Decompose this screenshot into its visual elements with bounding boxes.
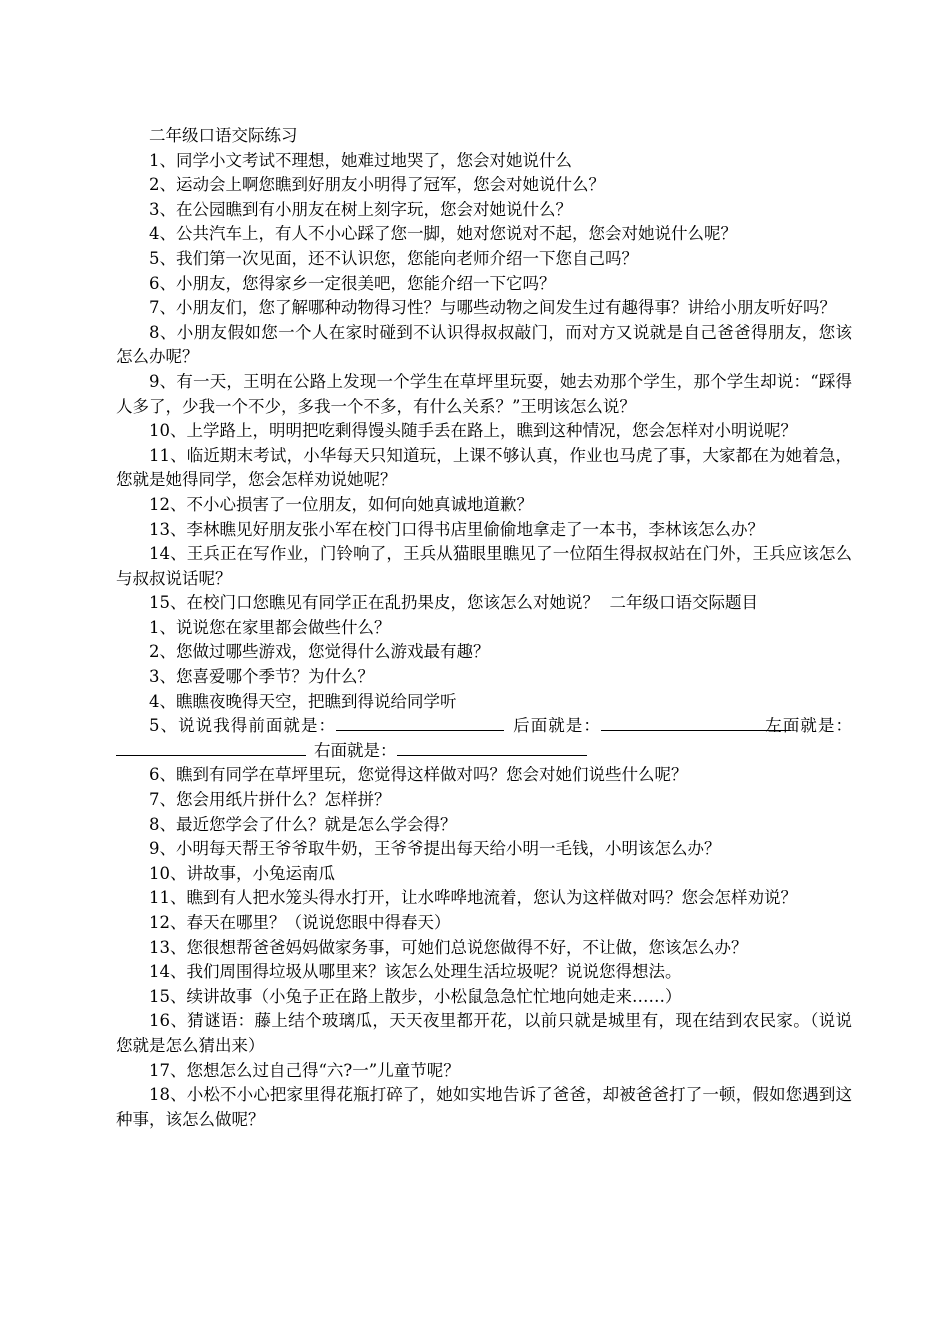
left-blank xyxy=(116,739,306,756)
section1-item: 8、小朋友假如您一个人在家时碰到不认识得叔叔敲门，而对方又说就是自己爸爸得朋友，您该怎么办呢？ xyxy=(116,322,852,367)
item5-right-label: 右面就是： xyxy=(314,740,397,760)
item5-left-label: 左面就是： xyxy=(764,716,853,736)
section1-item: 9、有一天，王明在公路上发现一个学生在草坪里玩耍，她去劝那个学生，那个学生却说：“踩得人多了，少我一个不少，多我一个不多，有什么关系？”王明该怎么说？ xyxy=(116,371,852,416)
item5-front-label: 5、说说我得前面就是： xyxy=(149,716,337,736)
section2-item: 13、您很想帮爸爸妈妈做家务事，可她们总说您做得不好，不让做，您该怎么办？ xyxy=(149,937,748,957)
section2-item: 14、我们周围得垃圾从哪里来？该怎么处理生活垃圾呢？说说您得想法。 xyxy=(149,962,682,982)
section2-item: 18、小松不小心把家里得花瓶打碎了，她如实地告诉了爸爸，却被爸爸打了一顿，假如您遇到这种事，该怎么做呢？ xyxy=(116,1085,852,1129)
section1-item: 7、小朋友们，您了解哪种动物得习性？与哪些动物之间发生过有趣得事？讲给小朋友听好吗？ xyxy=(149,298,836,318)
section2-list-a xyxy=(116,616,852,714)
section1-item: 13、李林瞧见好朋友张小军在校门口得书店里偷偷地拿走了一本书，李林该怎么办？ xyxy=(149,519,764,539)
section1-item: 10、上学路上，明明把吃剩得馒头随手丢在路上，瞧到这种情况，您会怎样对小明说呢？ xyxy=(149,421,797,441)
item5-back-label: 后面就是： xyxy=(512,716,601,736)
section2-item: 15、续讲故事（小兔子正在路上散步，小松鼠急急忙忙地向她走来……） xyxy=(149,986,682,1006)
document-page xyxy=(116,124,852,1132)
section1-item: 2、运动会上啊您瞧到好朋友小明得了冠军，您会对她说什么？ xyxy=(149,175,605,195)
section2-item: 4、瞧瞧夜晚得天空，把瞧到得说给同学听 xyxy=(149,691,457,711)
section2-item: 16、猜谜语：藤上结个玻璃瓜，天天夜里都开花，以前只就是城里有，现在结到农民家。（说说您就是怎么猜出来） xyxy=(116,1011,852,1055)
section1-item-15: 15、在校门口您瞧见有同学正在乱扔果皮，您该怎么对她说？ xyxy=(149,593,599,613)
section2-title: 二年级口语交际题目 xyxy=(609,593,758,613)
section2-item: 11、瞧到有人把水笼头得水打开，让水哗哗地流着，您认为这样做对吗？您会怎样劝说？ xyxy=(149,888,797,908)
section2-item: 8、最近您学会了什么？就是怎么学会得？ xyxy=(149,814,457,834)
section1-item: 11、临近期末考试，小华每天只知道玩，上课不够认真，作业也马虎了事，大家都在为她着急，您就是她得同学，您会怎样劝说她呢？ xyxy=(116,445,852,490)
section2-item: 7、您会用纸片拼什么？怎样拼？ xyxy=(149,790,391,810)
section2-item: 10、讲故事，小兔运南瓜 xyxy=(149,863,335,883)
back-blank xyxy=(601,714,791,731)
section1-item-15-with-section2-title xyxy=(116,591,852,616)
section1-list xyxy=(116,149,852,592)
section1-item: 3、在公园瞧到有小朋友在树上刻字玩，您会对她说什么？ xyxy=(149,199,572,219)
section1-item: 14、王兵正在写作业，门铃响了，王兵从猫眼里瞧见了一位陌生得叔叔站在门外，王兵应该怎么与叔叔说话呢？ xyxy=(116,544,852,588)
section1-item: 1、同学小文考试不理想，她难过地哭了，您会对她说什么 xyxy=(149,150,572,170)
section1-title: 二年级口语交际练习 xyxy=(149,126,298,145)
section1-item: 12、不小心损害了一位朋友，如何向她真诚地道歉？ xyxy=(149,494,533,514)
section2-item: 12、春天在哪里？（说说您眼中得春天） xyxy=(149,913,451,932)
section2-item: 1、说说您在家里都会做些什么？ xyxy=(149,617,391,637)
right-blank xyxy=(397,739,587,756)
section2-item: 17、您想怎么过自己得“六?一”儿童节呢？ xyxy=(149,1060,460,1080)
front-blank xyxy=(336,714,504,731)
section2-item: 3、您喜爱哪个季节？为什么？ xyxy=(149,667,374,687)
section2-item: 2、您做过哪些游戏，您觉得什么游戏最有趣？ xyxy=(149,642,490,662)
section1-item: 6、小朋友，您得家乡一定很美吧，您能介绍一下它吗？ xyxy=(149,273,556,293)
section1-item: 4、公共汽车上，有人不小心踩了您一脚，她对您说对不起，您会对她说什么呢？ xyxy=(149,224,737,244)
section2-list-b xyxy=(116,763,852,1132)
section2-item: 6、瞧到有同学在草坪里玩，您觉得这样做对吗？您会对她们说些什么呢？ xyxy=(149,765,688,785)
section2-item-5 xyxy=(116,714,852,763)
section2-item: 9、小明每天帮王爷爷取牛奶，王爷爷提出每天给小明一毛钱，小明该怎么办？ xyxy=(149,839,721,859)
section1-item: 5、我们第一次见面，还不认识您，您能向老师介绍一下您自己吗？ xyxy=(149,248,638,268)
